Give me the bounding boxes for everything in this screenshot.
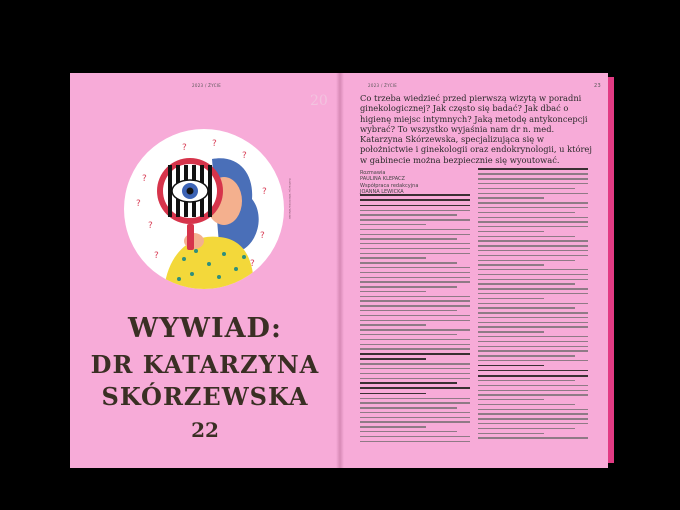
text-line bbox=[360, 324, 426, 325]
text-line bbox=[478, 326, 588, 327]
text-line bbox=[360, 353, 470, 355]
question-mark-icon: ? bbox=[212, 139, 217, 149]
text-line bbox=[478, 212, 575, 213]
byline-line: Rozmawia bbox=[360, 170, 386, 176]
text-line bbox=[360, 214, 457, 215]
gutter-shadow bbox=[336, 73, 344, 468]
text-line bbox=[360, 417, 470, 418]
text-line bbox=[360, 210, 470, 211]
text-line bbox=[478, 413, 588, 414]
text-line bbox=[478, 197, 544, 198]
byline-line: Współpraca redakcyjna bbox=[360, 182, 419, 189]
left-folio: 2023 / ŻYCIE bbox=[192, 83, 222, 88]
byline-line: PAULINA KLEPACZ bbox=[360, 176, 405, 183]
text-line bbox=[478, 240, 588, 241]
text-line bbox=[360, 373, 470, 374]
title-line-1: WYWIAD: bbox=[128, 313, 282, 344]
text-line bbox=[360, 368, 470, 369]
title-line-2: DR KATARZYNA bbox=[90, 350, 320, 379]
question-mark-icon: ? bbox=[142, 174, 147, 184]
text-line bbox=[360, 382, 457, 384]
text-line bbox=[360, 267, 470, 268]
text-line bbox=[478, 360, 588, 361]
text-line bbox=[360, 426, 426, 427]
text-line bbox=[478, 331, 544, 332]
text-line bbox=[360, 300, 470, 301]
text-line bbox=[360, 387, 470, 389]
text-line bbox=[478, 173, 588, 174]
text-line bbox=[360, 441, 470, 442]
magnifier-girl-illustration bbox=[124, 129, 284, 289]
text-line bbox=[360, 253, 470, 254]
article-lead: Co trzeba wiedzieć przed pierwszą wizytą w poradni ginekologicznej? Jak często się badać? Jak dbać o higienę miejsc intymnych? Jaką metodę antykoncepcji wybrać? To wszystko wyjaśnia nam dr n. med. Katarzyna Skórzewska, specjalizująca się w położnictwie i ginekologii oraz endokrynologii, u której w gabinecie można bezpiecznie się wyoutować. bbox=[360, 93, 592, 165]
question-mark-icon: ? bbox=[250, 259, 255, 269]
text-line bbox=[360, 339, 470, 340]
text-line bbox=[478, 433, 544, 434]
text-line bbox=[478, 346, 588, 347]
text-line bbox=[478, 269, 588, 270]
text-line bbox=[360, 205, 470, 207]
text-line bbox=[360, 238, 457, 239]
text-line bbox=[478, 168, 588, 170]
text-line bbox=[360, 412, 470, 413]
illustration-credit: ilustracja: Weronika Wasiak bbox=[288, 178, 292, 220]
text-line bbox=[478, 260, 575, 261]
text-line bbox=[360, 344, 470, 345]
text-line bbox=[478, 307, 575, 308]
text-line bbox=[360, 315, 470, 316]
text-line bbox=[478, 355, 575, 356]
title-line-3: SKÓRZEWSKA bbox=[101, 382, 309, 411]
text-line bbox=[478, 183, 588, 184]
text-line bbox=[478, 399, 544, 400]
text-line bbox=[478, 178, 588, 179]
text-line bbox=[360, 393, 426, 395]
text-line bbox=[360, 334, 457, 335]
question-mark-icon: ? bbox=[260, 231, 265, 241]
magazine-spread bbox=[70, 73, 608, 468]
text-line bbox=[360, 262, 457, 263]
text-line bbox=[478, 350, 588, 351]
text-line bbox=[360, 358, 426, 360]
text-line bbox=[478, 404, 575, 405]
text-line bbox=[478, 245, 588, 246]
text-line bbox=[478, 437, 588, 438]
text-line bbox=[478, 317, 588, 318]
text-line bbox=[360, 363, 470, 364]
text-line bbox=[360, 378, 470, 379]
text-line bbox=[360, 296, 470, 297]
text-line bbox=[478, 274, 588, 275]
question-mark-icon: ? bbox=[262, 187, 267, 197]
text-line bbox=[360, 194, 470, 196]
left-faint-number: 20 bbox=[310, 93, 328, 109]
text-line bbox=[478, 394, 588, 395]
text-line bbox=[360, 402, 470, 403]
body-column-1 bbox=[360, 188, 470, 445]
right-page-number: 23 bbox=[594, 83, 601, 89]
question-mark-icon: ? bbox=[154, 251, 159, 261]
text-line bbox=[478, 375, 588, 377]
text-line bbox=[478, 370, 588, 372]
text-line bbox=[360, 291, 426, 292]
text-line bbox=[478, 250, 588, 251]
body-column-2 bbox=[478, 165, 588, 442]
question-mark-icon: ? bbox=[242, 151, 247, 161]
text-line bbox=[360, 310, 457, 311]
text-line bbox=[478, 293, 588, 294]
text-line bbox=[478, 288, 588, 289]
text-line bbox=[360, 229, 470, 230]
text-line bbox=[360, 281, 470, 282]
page-edge bbox=[608, 77, 614, 463]
text-line bbox=[478, 385, 588, 386]
left-page bbox=[70, 73, 340, 468]
text-line bbox=[360, 224, 426, 225]
article-page-number: 22 bbox=[191, 418, 219, 442]
text-line bbox=[360, 398, 470, 399]
illustration-circle bbox=[124, 129, 284, 289]
text-line bbox=[478, 193, 588, 194]
text-line bbox=[478, 365, 544, 367]
text-line bbox=[478, 418, 588, 419]
right-folio: 2023 / ŻYCIE bbox=[368, 83, 398, 88]
text-line bbox=[360, 286, 457, 287]
text-line bbox=[478, 283, 575, 284]
text-line bbox=[478, 428, 575, 429]
text-line bbox=[360, 320, 470, 321]
text-line bbox=[478, 255, 588, 256]
text-line bbox=[360, 431, 457, 432]
text-line bbox=[360, 272, 470, 273]
text-line bbox=[478, 390, 588, 391]
question-mark-icon: ? bbox=[136, 199, 141, 209]
question-mark-icon: ? bbox=[148, 221, 153, 231]
text-line bbox=[478, 322, 588, 323]
question-mark-icon: ? bbox=[182, 143, 187, 153]
text-line bbox=[360, 219, 470, 220]
text-line bbox=[360, 305, 470, 306]
right-page bbox=[340, 73, 608, 468]
text-line bbox=[478, 217, 588, 218]
text-line bbox=[478, 279, 588, 280]
text-line bbox=[360, 199, 470, 201]
text-line bbox=[478, 264, 544, 265]
text-line bbox=[360, 407, 457, 408]
text-line bbox=[360, 257, 426, 258]
text-line bbox=[360, 348, 470, 349]
text-line bbox=[360, 329, 470, 330]
text-line bbox=[478, 303, 588, 304]
text-line bbox=[478, 341, 588, 342]
text-line bbox=[360, 243, 470, 244]
text-line bbox=[478, 236, 575, 237]
text-line bbox=[478, 188, 575, 189]
text-line bbox=[478, 380, 575, 381]
text-line bbox=[360, 248, 470, 249]
text-line bbox=[478, 336, 588, 337]
text-line bbox=[478, 207, 588, 208]
text-line bbox=[478, 312, 588, 313]
text-line bbox=[360, 234, 470, 235]
text-line bbox=[478, 221, 588, 222]
text-line bbox=[478, 226, 588, 227]
text-line bbox=[360, 277, 470, 278]
text-line bbox=[360, 436, 470, 437]
byline-line: JOANNA LEWICKA bbox=[360, 188, 404, 195]
text-line bbox=[478, 202, 588, 203]
text-line bbox=[478, 409, 588, 410]
text-line bbox=[478, 423, 588, 424]
text-line bbox=[478, 231, 544, 232]
text-line bbox=[360, 421, 470, 422]
text-line bbox=[478, 298, 544, 299]
